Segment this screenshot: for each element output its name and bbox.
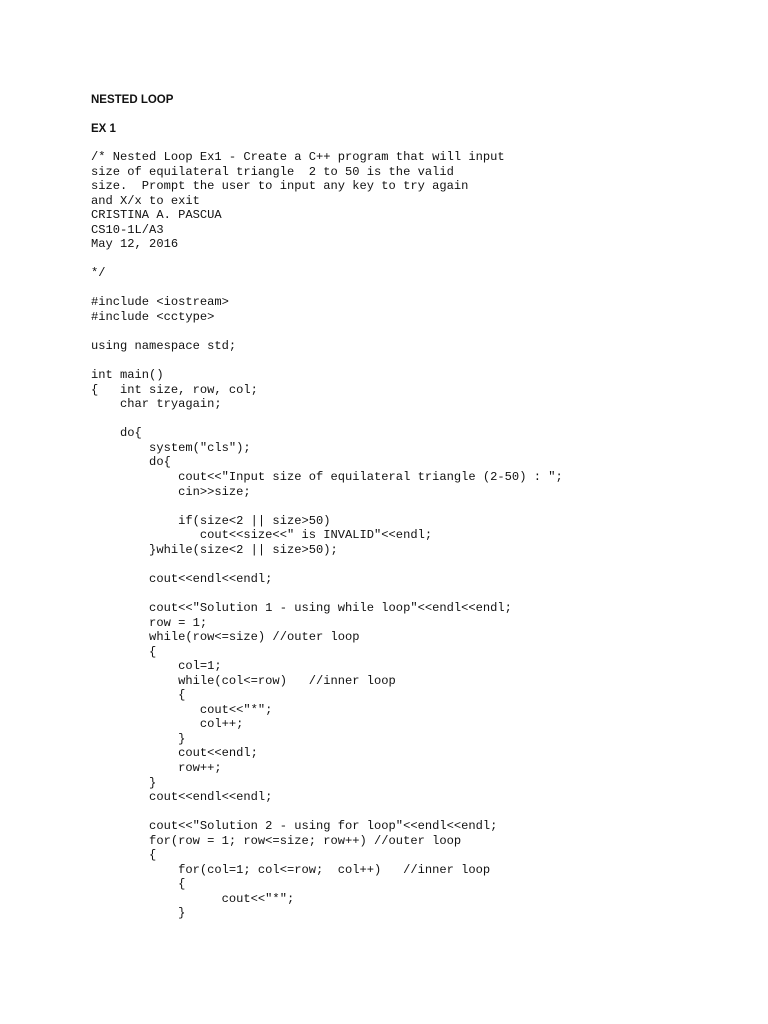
code-line: and X/x to exit	[91, 193, 200, 208]
code-line: using namespace std;	[91, 339, 237, 354]
code-line: cout<<"Solution 2 - using for loop"<<endl<<endl;	[91, 819, 498, 834]
code-line	[91, 281, 751, 296]
code-line: col=1;	[91, 659, 222, 674]
code-line	[91, 325, 751, 340]
code-line: }	[91, 731, 186, 746]
code-line: do{	[91, 455, 171, 470]
code-line: cout<<"Solution 1 - using while loop"<<endl<<endl;	[91, 600, 512, 615]
code-line: }	[91, 906, 186, 921]
code-line: size. Prompt the user to input any key to try again	[91, 179, 469, 194]
code-line: cin>>size;	[91, 484, 251, 499]
code-line: system("cls");	[91, 440, 251, 455]
code-line: for(col=1; col<=row; col++) //inner loop	[91, 862, 491, 877]
code-line: cout<<endl<<endl;	[91, 571, 273, 586]
code-line: May 12, 2016	[91, 237, 179, 252]
code-line	[91, 354, 751, 369]
code-line: while(row<=size) //outer loop	[91, 630, 360, 645]
code-line: do{	[91, 426, 142, 441]
code-line: cout<<endl<<endl;	[91, 790, 273, 805]
code-line: if(size<2 || size>50)	[91, 513, 331, 528]
code-line: row = 1;	[91, 615, 208, 630]
code-line	[91, 805, 751, 820]
code-line: cout<<size<<" is INVALID"<<endl;	[91, 528, 433, 543]
code-line: CS10-1L/A3	[91, 222, 164, 237]
code-line	[91, 586, 751, 601]
code-line: while(col<=row) //inner loop	[91, 673, 396, 688]
code-line: char tryagain;	[91, 397, 222, 412]
code-line: */	[91, 266, 106, 281]
document-title: NESTED LOOP	[91, 94, 174, 106]
code-line: }while(size<2 || size>50);	[91, 542, 338, 557]
code-line: #include <iostream>	[91, 295, 229, 310]
code-line	[91, 252, 751, 267]
code-line: int main()	[91, 368, 164, 383]
code-line: cout<<"*";	[91, 891, 295, 906]
code-line	[91, 557, 751, 572]
code-line: #include <cctype>	[91, 310, 215, 325]
code-line: for(row = 1; row<=size; row++) //outer loop	[91, 833, 462, 848]
exercise-label: EX 1	[91, 123, 116, 135]
code-line: {	[91, 877, 186, 892]
code-line: row++;	[91, 760, 222, 775]
code-line: size of equilateral triangle 2 to 50 is the valid	[91, 164, 454, 179]
code-line: { int size, row, col;	[91, 382, 258, 397]
code-line	[91, 412, 751, 427]
code-line: }	[91, 775, 157, 790]
code-line: CRISTINA A. PASCUA	[91, 208, 222, 223]
code-line: col++;	[91, 717, 244, 732]
code-block	[91, 150, 751, 921]
code-line	[91, 499, 751, 514]
code-line: {	[91, 644, 157, 659]
code-line: {	[91, 688, 186, 703]
code-line: cout<<endl;	[91, 746, 258, 761]
code-line: {	[91, 848, 157, 863]
code-line: /* Nested Loop Ex1 - Create a C++ program that will input	[91, 150, 505, 164]
code-line: cout<<"Input size of equilateral triangle (2-50) : ";	[91, 470, 563, 485]
code-line: cout<<"*";	[91, 702, 273, 717]
